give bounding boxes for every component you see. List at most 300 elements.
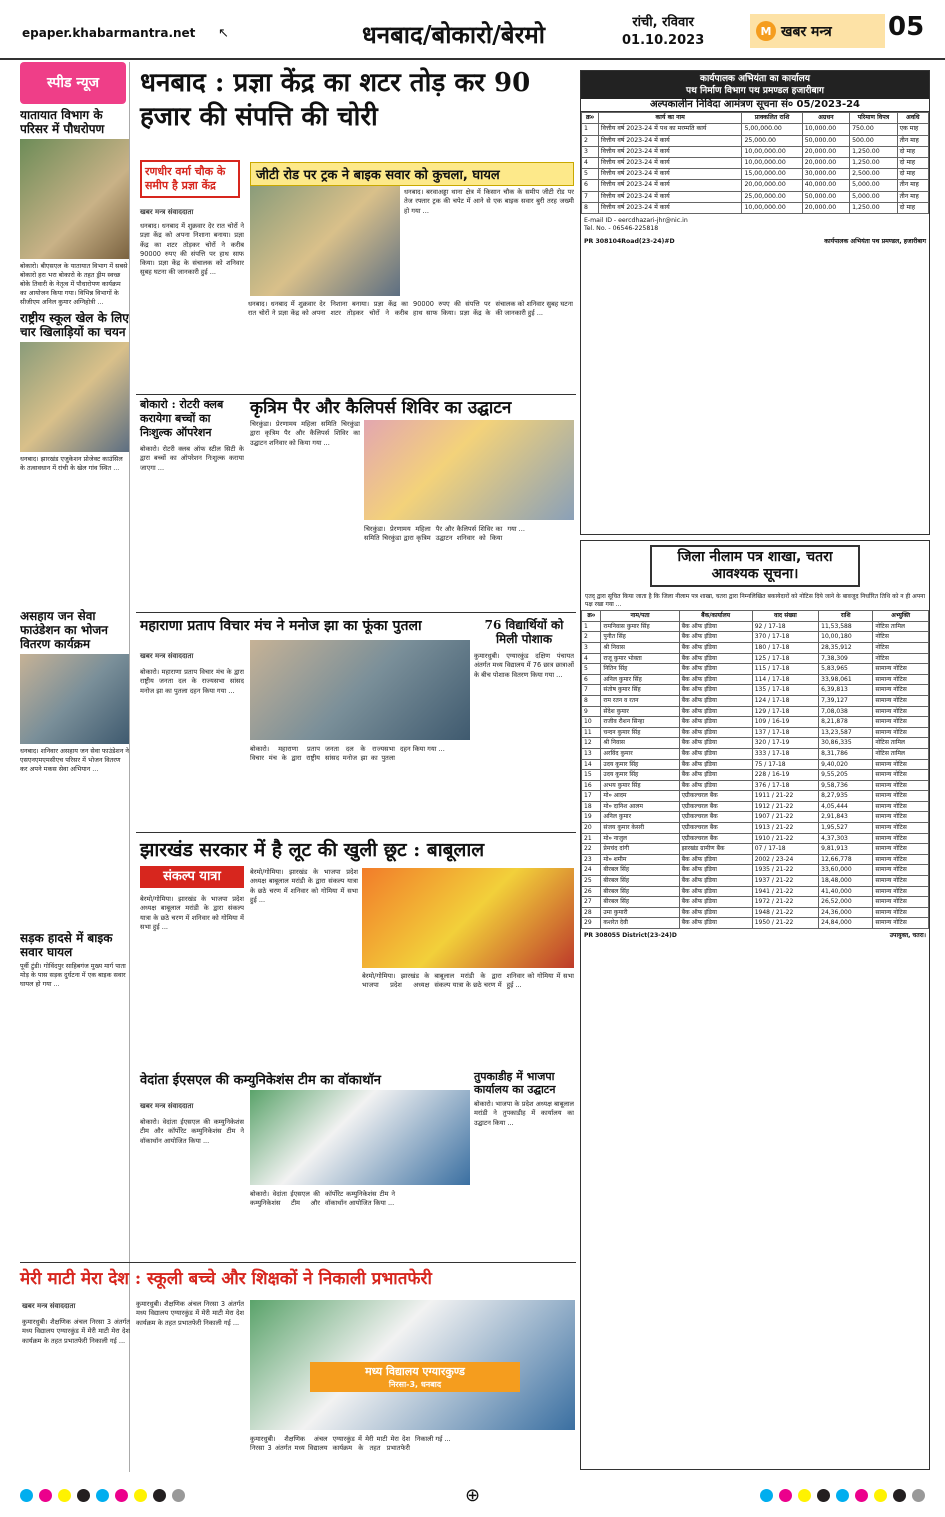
registration-dots-right	[760, 1489, 925, 1502]
registration-dot	[817, 1489, 830, 1502]
table-header: बैंक/कार्यालय	[679, 611, 752, 622]
table-cell: नोटिस	[873, 642, 929, 653]
table-cell: 8	[582, 202, 599, 213]
divider	[20, 1262, 576, 1263]
table-cell: 5,00,000.00	[742, 124, 802, 135]
table-cell: 1910 / 21-22	[752, 833, 818, 844]
table-cell: एग्रीकल्चरल बैंक	[679, 812, 752, 823]
table-cell: दो माह	[897, 169, 928, 180]
table-cell: बैंक ऑफ इंडिया	[679, 748, 752, 759]
table-cell: सामान्य नोटिस	[873, 706, 929, 717]
table-cell: वित्तीय वर्ष 2023-24 में कार्य	[598, 146, 742, 157]
story-text: पूर्वी टुंडी। गोविंदपुर साहिबगंज मुख्य मार्ग पाता मोड़ के पास सड़क दुर्घटना में एक बाइक सवार घायल हो गया ...	[20, 962, 126, 988]
table-cell: बैंक ऑफ इंडिया	[679, 727, 752, 738]
story-text: बोकारो। बीएसएल के यातायात विभाग में सबसे बोकारो हरा भरा बोकारो के तहत ड्रीम स्वच्छ बोके तिवारी के नेतृत्व में पौधारोपण कार्यक्रम का आयोजन किया गया। विभिन्न विभागों के सीजीएम अनिल कुमार अग्निहोत्री ...	[20, 262, 128, 306]
babulal-text: बेरमो/गोमिया। झारखंड के भाजपा प्रदेश अध्यक्ष बाबूलाल मरांडी के द्वारा संकल्प यात्रा के छठे चरण में शनिवार को गोमिया में सभा हुई ...	[140, 895, 244, 931]
table-cell: 180 / 17-18	[752, 642, 818, 653]
date: 01.10.2023	[622, 33, 705, 48]
table-cell: 9,81,913	[819, 844, 873, 855]
table-cell: 10,00,000.00	[742, 158, 802, 169]
tender-pr-no: PR 308104Road(23-24)#D	[584, 238, 675, 246]
table-cell: 3	[582, 146, 599, 157]
table-cell: बैंक ऑफ इंडिया	[679, 621, 752, 632]
table-cell: 40,000.00	[802, 180, 849, 191]
auction-table	[581, 610, 929, 929]
registration-dot	[96, 1489, 109, 1502]
page-number: 05	[888, 12, 925, 42]
logo-text: खबर मन्त्र	[781, 23, 832, 40]
table-cell: 1948 / 21-22	[752, 907, 818, 918]
table-cell: बैंक ऑफ इंडिया	[679, 780, 752, 791]
table-cell: सामान्य नोटिस	[873, 833, 929, 844]
registration-dot	[855, 1489, 868, 1502]
table-cell: अभय कुमार सिंह	[601, 780, 679, 791]
table-cell: एग्रीकल्चरल बैंक	[679, 833, 752, 844]
table-cell: सेंदेश कुमार	[601, 706, 679, 717]
table-cell: 125 / 17-18	[752, 653, 818, 664]
table-cell: मो० आदम	[601, 791, 679, 802]
table-cell: चन्दन कुमार सिंह	[601, 727, 679, 738]
table-cell: 29	[582, 918, 601, 929]
table-cell: 10,000.00	[802, 124, 849, 135]
table-cell: बैंक ऑफ इंडिया	[679, 897, 752, 908]
table-cell: 92 / 17-18	[752, 621, 818, 632]
table-row	[582, 833, 929, 844]
table-cell: 6	[582, 674, 601, 685]
table-row	[582, 685, 929, 696]
table-cell: राजू कुमार भोक्ता	[601, 653, 679, 664]
table-header: अभ्युक्ति	[873, 611, 929, 622]
table-cell: सामान्य नोटिस	[873, 685, 929, 696]
table-cell: 25,00,000.00	[742, 191, 802, 202]
table-cell: 20,00,000.00	[742, 180, 802, 191]
table-row	[582, 886, 929, 897]
matimati-headline: मेरी माटी मेरा देश : स्कूली बच्चे और शिक्षकों ने निकाली प्रभातफेरी	[20, 1269, 432, 1289]
table-cell: बैंक ऑफ इंडिया	[679, 770, 752, 781]
registration-dot	[39, 1489, 52, 1502]
table-cell: वित्तीय वर्ष 2023-24 में कार्य	[598, 202, 742, 213]
table-cell: 228 / 16-19	[752, 770, 818, 781]
table-cell: अनिल कुमार	[601, 812, 679, 823]
table-row	[582, 770, 929, 781]
table-cell: 11,53,588	[819, 621, 873, 632]
table-cell: बैंक ऑफ इंडिया	[679, 706, 752, 717]
table-cell: उदय कुमार सिंह	[601, 759, 679, 770]
table-cell: एग्रीकल्चरल बैंक	[679, 823, 752, 834]
table-row	[582, 621, 929, 632]
table-cell: बैंक ऑफ इंडिया	[679, 738, 752, 749]
table-cell: 1	[582, 621, 601, 632]
table-cell: 23	[582, 854, 601, 865]
table-row	[582, 706, 929, 717]
table-cell: 25	[582, 876, 601, 887]
table-cell: बैंक ऑफ इंडिया	[679, 854, 752, 865]
table-header: राशि	[819, 611, 873, 622]
table-cell: 16	[582, 780, 601, 791]
table-row	[582, 801, 929, 812]
table-cell: 15,00,000.00	[742, 169, 802, 180]
registration-dot	[798, 1489, 811, 1502]
table-cell: सामान्य नोटिस	[873, 727, 929, 738]
masthead-logo	[750, 14, 885, 48]
table-cell: 50,000.00	[802, 191, 849, 202]
table-cell: 26	[582, 886, 601, 897]
auction-pr-no: PR 308055 District(23-24)D	[584, 932, 677, 939]
lead-headline: धनबाद : प्रज्ञा केंद्र का शटर तोड़ कर 90 हजार की संपत्ति की चोरी	[140, 68, 531, 132]
table-cell: 2	[582, 632, 601, 643]
tender-office	[581, 71, 929, 99]
table-cell: 1935 / 21-22	[752, 865, 818, 876]
vedanta-byline: खबर मन्त्र संवाददाता	[140, 1102, 194, 1110]
table-cell: अनिल कुमार सिंह	[601, 674, 679, 685]
table-row	[582, 759, 929, 770]
table-cell: 6,39,813	[819, 685, 873, 696]
table-row	[582, 124, 929, 135]
table-cell: 12	[582, 738, 601, 749]
table-cell: 1937 / 21-22	[752, 876, 818, 887]
color-registration-bar	[20, 1480, 925, 1510]
story-headline: असहाय जन सेवा फाउंडेशन का भोजन वितरण कार्यक्रम	[20, 609, 108, 651]
table-cell: 1	[582, 124, 599, 135]
table-header: परिमाण विपत्र	[850, 113, 898, 124]
tufkadih-headline: तुपकाडीह में भाजपा कार्यालय का उद्घाटन	[474, 1070, 556, 1096]
registration-dot	[77, 1489, 90, 1502]
babulal-text-cont: बेरमो/गोमिया। झारखंड के भाजपा प्रदेश अध्यक्ष बाबूलाल मरांडी के द्वारा संकल्प यात्रा के छठे चरण में शनिवार को गोमिया में सभा हुई ...	[250, 868, 358, 904]
table-cell: सामान्य नोटिस	[873, 717, 929, 728]
table-cell: सामान्य नोटिस	[873, 918, 929, 929]
table-cell: बैंक ऑफ इंडिया	[679, 876, 752, 887]
table-cell: 10	[582, 717, 601, 728]
table-cell: दो माह	[897, 202, 928, 213]
babulal-tag: संकल्प यात्रा	[140, 866, 244, 888]
registration-dot	[20, 1489, 33, 1502]
table-cell: 30,86,335	[819, 738, 873, 749]
table-cell: 9	[582, 706, 601, 717]
table-cell: 6	[582, 180, 599, 191]
matimati-byline: खबर मन्त्र संवाददाता	[22, 1302, 76, 1310]
table-cell: 2,91,843	[819, 812, 873, 823]
table-cell: रामनिवास कुमार सिंह	[601, 621, 679, 632]
table-cell: 3	[582, 642, 601, 653]
table-cell: 75 / 17-18	[752, 759, 818, 770]
story-photo	[20, 342, 129, 452]
maharana-headline: महाराणा प्रताप विचार मंच ने मनोज झा का फूंका पुतला	[140, 618, 422, 634]
table-cell: बैंक ऑफ इंडिया	[679, 695, 752, 706]
table-cell: सामान्य नोटिस	[873, 897, 929, 908]
table-cell: बीरबल सिंह	[601, 897, 679, 908]
table-cell: 20	[582, 823, 601, 834]
table-cell: नोटिस	[873, 632, 929, 643]
registration-dot	[134, 1489, 147, 1502]
table-cell: 9,58,736	[819, 780, 873, 791]
table-cell: सामान्य नोटिस	[873, 812, 929, 823]
table-cell: 129 / 17-18	[752, 706, 818, 717]
table-cell: बैंक ऑफ इंडिया	[679, 865, 752, 876]
table-cell: 13	[582, 748, 601, 759]
table-row	[582, 169, 929, 180]
table-cell: 124 / 17-18	[752, 695, 818, 706]
table-header: अग्रधन	[802, 113, 849, 124]
table-row	[582, 146, 929, 157]
camp-headline: कृत्रिम पैर और कैलिपर्स शिविर का उद्घाटन	[250, 398, 512, 418]
logo-mark-icon: M	[756, 21, 776, 41]
registration-dot	[836, 1489, 849, 1502]
tender-office-name: कार्यपालक अभियंता का कार्यालय	[700, 74, 810, 84]
table-cell: 15	[582, 770, 601, 781]
registration-dot	[893, 1489, 906, 1502]
vedanta-text-cont: बोकारो। वेदांता ईएसएल की कम्युनिकेशंस टीम और कॉर्पोरेट कम्युनिकेशंस टीम ने वॉकाथॉन आयोजित किया ...	[250, 1190, 395, 1208]
table-cell: 22	[582, 844, 601, 855]
table-cell: श्री निवास	[601, 642, 679, 653]
table-cell: 8,27,935	[819, 791, 873, 802]
vedanta-photo	[250, 1090, 470, 1185]
school-banner	[310, 1362, 520, 1392]
matimati-text-cont: कुमारधुबी। शैक्षणिक अंचल निरसा 3 अंतर्गत मध्य विद्यालय एग्यारकुंड में मेरी माटी मेरा देश कार्यक्रम के तहत प्रभातफेरी निकाली गई ...	[136, 1300, 244, 1327]
table-cell: वित्तीय वर्ष 2023-24 में कार्य	[598, 135, 742, 146]
table-cell: बैंक ऑफ इंडिया	[679, 674, 752, 685]
divider	[136, 612, 576, 613]
table-cell: 10,00,180	[819, 632, 873, 643]
table-cell: 33,60,000	[819, 865, 873, 876]
registration-dot	[760, 1489, 773, 1502]
table-cell: 1972 / 21-22	[752, 897, 818, 908]
table-cell: बीरबल सिंह	[601, 876, 679, 887]
tender-notice	[580, 70, 930, 535]
matimati-text-cont2: कुमारधुबी। शैक्षणिक अंचल निरसा 3 अंतर्गत मध्य विद्यालय एग्यारकुंड में मेरी माटी मेरा देश कार्यक्रम के तहत प्रभातफेरी निकाली गई ...	[250, 1435, 451, 1453]
table-cell: 115 / 17-18	[752, 664, 818, 675]
table-cell: सामान्य नोटिस	[873, 770, 929, 781]
table-row	[582, 791, 929, 802]
story-headline: यातायात विभाग के परिसर में पौधरोपण	[20, 108, 105, 136]
section-title: धनबाद/बोकारो/बेरमो	[362, 20, 545, 49]
table-cell: सामान्य नोटिस	[873, 876, 929, 887]
table-cell: 19	[582, 812, 601, 823]
table-row	[582, 844, 929, 855]
table-cell: 50,000.00	[802, 135, 849, 146]
rotary-text: बोकारो। रोटरी क्लब ऑफ स्टील सिटी के द्वारा बच्चों का ऑपरेशन निःशुल्क कराया जाएगा ...	[140, 445, 244, 472]
tender-email: E-mail ID - eercdhazari-jhr@nic.in	[584, 217, 688, 225]
table-cell: सामान्य नोटिस	[873, 695, 929, 706]
table-cell: 12,66,778	[819, 854, 873, 865]
table-cell: दो माह	[897, 158, 928, 169]
table-cell: 13,23,587	[819, 727, 873, 738]
maharana-text-cont: बोकारो। महाराणा प्रताप विचार मंच के द्वारा राष्ट्रीय जनता दल के राज्यसभा सांसद मनोज झा का पुतला दहन किया गया ...	[250, 745, 445, 763]
table-row	[582, 812, 929, 823]
registration-dot	[779, 1489, 792, 1502]
table-cell: 5	[582, 169, 599, 180]
table-cell: संतोष कुमार सिंह	[601, 685, 679, 696]
table-cell: नोटिस तामिल	[873, 738, 929, 749]
maharana-text: बोकारो। महाराणा प्रताप विचार मंच के द्वारा राष्ट्रीय जनता दल के राज्यसभा सांसद मनोज झा का पुतला दहन किया गया ...	[140, 668, 244, 695]
lead-byline: खबर मन्त्र संवाददाता	[140, 208, 194, 216]
story-photo	[20, 654, 129, 744]
table-cell: 25,000.00	[742, 135, 802, 146]
table-cell: 20,000.00	[802, 202, 849, 213]
table-row	[582, 738, 929, 749]
table-row	[582, 717, 929, 728]
table-row	[582, 695, 929, 706]
table-cell: पुनीत सिंह	[601, 632, 679, 643]
table-cell: राम रतन व रतन	[601, 695, 679, 706]
auction-notice	[580, 540, 930, 1470]
vedanta-text: बोकारो। वेदांता ईएसएल की कम्युनिकेशंस टीम और कॉर्पोरेट कम्युनिकेशंस टीम ने वॉकाथॉन आयोजित किया ...	[140, 1118, 244, 1145]
table-cell: बैंक ऑफ इंडिया	[679, 918, 752, 929]
table-cell: 109 / 16-19	[752, 717, 818, 728]
table-cell: बैंक ऑफ इंडिया	[679, 664, 752, 675]
table-cell: सामान्य नोटिस	[873, 844, 929, 855]
table-cell: बैंक ऑफ इंडिया	[679, 653, 752, 664]
table-cell: बैंक ऑफ इंडिया	[679, 632, 752, 643]
lead-kicker: रणधीर वर्मा चौक के समीप है प्रज्ञा केंद्र	[140, 160, 240, 198]
table-cell: 30,000.00	[802, 169, 849, 180]
rotary-headline: बोकारो : रोटरी क्लब करायेगा बच्चों का निःशुल्क ऑपरेशन	[140, 398, 224, 439]
table-cell: उदय कुमार सिंह	[601, 770, 679, 781]
table-cell: 1911 / 21-22	[752, 791, 818, 802]
table-row	[582, 918, 929, 929]
table-cell: 20,000.00	[802, 146, 849, 157]
table-cell: राजीव रौशन सिन्हा	[601, 717, 679, 728]
story-headline: राष्ट्रीय स्कूल खेल के लिए चार खिलाड़ियों का चयन	[20, 311, 129, 339]
site-url[interactable]: epaper.khabarmantra.net	[22, 26, 196, 40]
table-cell: 750.00	[850, 124, 898, 135]
table-cell: 4,05,444	[819, 801, 873, 812]
table-cell: 7,08,038	[819, 706, 873, 717]
table-cell: बैंक ऑफ इंडिया	[679, 759, 752, 770]
table-cell: तीन माह	[897, 191, 928, 202]
story-text: धनबाद। झारखंड एजुकेशन प्रोजेक्ट काउंसिल के तत्वावधान में रांची के खेल गांव स्थित ...	[20, 455, 123, 472]
table-cell: बैंक ऑफ इंडिया	[679, 685, 752, 696]
table-cell: मो० शमीम	[601, 854, 679, 865]
table-cell: 27	[582, 897, 601, 908]
table-row	[582, 180, 929, 191]
table-cell: बैंक ऑफ इंडिया	[679, 717, 752, 728]
table-cell: 7	[582, 191, 599, 202]
table-cell: 1,250.00	[850, 146, 898, 157]
story-headline: सड़क हादसे में बाइक सवार घायल	[20, 931, 113, 959]
table-cell: 24,84,000	[819, 918, 873, 929]
table-cell: अरविंद कुमार	[601, 748, 679, 759]
table-cell: सामान्य नोटिस	[873, 886, 929, 897]
table-cell: 8,31,786	[819, 748, 873, 759]
table-cell: वित्तीय वर्ष 2023-24 में कार्य	[598, 169, 742, 180]
table-cell: मो० दानिश आलम	[601, 801, 679, 812]
registration-dot	[874, 1489, 887, 1502]
left-column	[20, 62, 130, 1472]
auction-footer	[581, 929, 929, 943]
table-cell: सामान्य नोटिस	[873, 664, 929, 675]
table-cell: 2	[582, 135, 599, 146]
truck-photo	[250, 186, 400, 296]
table-cell: प्रेमचंद दांगी	[601, 844, 679, 855]
registration-dot	[912, 1489, 925, 1502]
camp-text: चिरकुंडा। प्रेरणामय महिला समिति चिरकुंडा द्वारा कृत्रिम पैर और कैलिपर्स शिविर का उद्घाटन शनिवार को किया गया ...	[250, 420, 360, 447]
table-cell: 1,250.00	[850, 158, 898, 169]
table-cell: सामान्य नोटिस	[873, 801, 929, 812]
table-cell: 28	[582, 907, 601, 918]
table-row	[582, 642, 929, 653]
tender-signatory: कार्यपालक अभियंता पथ प्रमण्डल, हजारीबाग	[824, 238, 926, 246]
table-cell: 5,000.00	[850, 180, 898, 191]
table-row	[582, 780, 929, 791]
table-row	[582, 876, 929, 887]
table-cell: 370 / 17-18	[752, 632, 818, 643]
babulal-photo	[362, 868, 574, 968]
table-cell: सामान्य नोटिस	[873, 823, 929, 834]
table-cell: तीन माह	[897, 135, 928, 146]
table-cell: नितिन सिंह	[601, 664, 679, 675]
table-row	[582, 653, 929, 664]
table-cell: उमा कुमारी	[601, 907, 679, 918]
table-cell: सामान्य नोटिस	[873, 854, 929, 865]
table-cell: 9,55,205	[819, 770, 873, 781]
tender-tel: Tel. No. - 06546-225818	[584, 225, 659, 233]
city-day: रांची, रविवार	[632, 15, 694, 30]
table-cell: 1913 / 21-22	[752, 823, 818, 834]
table-cell: बीरबल सिंह	[601, 886, 679, 897]
table-cell: एक माह	[897, 124, 928, 135]
table-cell: 26,52,000	[819, 897, 873, 908]
registration-dot	[58, 1489, 71, 1502]
table-header: क्र०	[582, 113, 599, 124]
table-row	[582, 907, 929, 918]
table-row	[582, 854, 929, 865]
table-cell: सामान्य नोटिस	[873, 759, 929, 770]
table-row	[582, 727, 929, 738]
camp-text-cont: चिरकुंडा। प्रेरणामय महिला समिति चिरकुंडा द्वारा कृत्रिम पैर और कैलिपर्स शिविर का उद्घाटन शनिवार को किया गया ...	[364, 525, 525, 543]
registration-dot	[153, 1489, 166, 1502]
table-row	[582, 202, 929, 213]
table-cell: 17	[582, 791, 601, 802]
table-cell: सामान्य नोटिस	[873, 791, 929, 802]
maharana-photo	[250, 640, 470, 740]
registration-dots-left	[20, 1489, 185, 1502]
table-cell: 9,40,020	[819, 759, 873, 770]
table-cell: 24	[582, 865, 601, 876]
table-header: नाम/पता	[601, 611, 679, 622]
table-cell: सामान्य नोटिस	[873, 780, 929, 791]
table-cell: 21	[582, 833, 601, 844]
school-banner-sub: निरसा-3, धनबाद	[388, 1380, 442, 1389]
tender-division: पथ निर्माण विभाग पथ प्रमण्डल हजारीबाग	[685, 86, 825, 96]
table-cell: 1950 / 21-22	[752, 918, 818, 929]
table-cell: तीन माह	[897, 180, 928, 191]
table-row	[582, 632, 929, 643]
story-photo	[20, 139, 129, 259]
table-header: अवधि	[897, 113, 928, 124]
table-cell: 5,000.00	[850, 191, 898, 202]
table-cell: 4	[582, 653, 601, 664]
table-row	[582, 748, 929, 759]
auction-title: जिला नीलाम पत्र शाखा, चतरा आवश्यक सूचना।	[650, 545, 860, 587]
table-row	[582, 135, 929, 146]
dateline	[622, 14, 704, 50]
divider	[136, 832, 576, 833]
table-cell: सामान्य नोटिस	[873, 865, 929, 876]
babulal-headline: झारखंड सरकार में है लूट की खुली छूट : बाबूलाल	[140, 839, 485, 861]
table-cell: 20,000.00	[802, 158, 849, 169]
lead-text: धनबाद। धनबाद में शुक्रवार देर रात चोरों ने प्रज्ञा केंद्र को अपना निशाना बनाया। प्रज्ञा केंद्र का शटर तोड़कर चोरों ने करीब 90000 रुपए की संपत्ति पर हाथ साफ किया। प्रज्ञा केंद्र के संचालक को शनिवार सुबह घटना की जानकारी हुई ...	[140, 222, 244, 277]
table-row	[582, 664, 929, 675]
table-cell: 1,250.00	[850, 202, 898, 213]
tender-table	[581, 112, 929, 214]
table-cell: 5	[582, 664, 601, 675]
story-text: धनबाद। शनिवार असहाय जन सेवा फाउंडेशन ने एसएनएमएमसीएच परिसर में भोजन वितरण कर अपने मकस सेवा अभियान ...	[20, 747, 129, 773]
table-cell: वित्तीय वर्ष 2023-24 में कार्य	[598, 191, 742, 202]
table-header: प्राक्कलित राशि	[742, 113, 802, 124]
babulal-text-cont2: बेरमो/गोमिया। झारखंड के भाजपा प्रदेश अध्यक्ष बाबूलाल मरांडी के द्वारा संकल्प यात्रा के छठे चरण में शनिवार को गोमिया में सभा हुई ...	[362, 972, 574, 990]
table-cell: सामान्य नोटिस	[873, 674, 929, 685]
table-cell: 28,35,912	[819, 642, 873, 653]
